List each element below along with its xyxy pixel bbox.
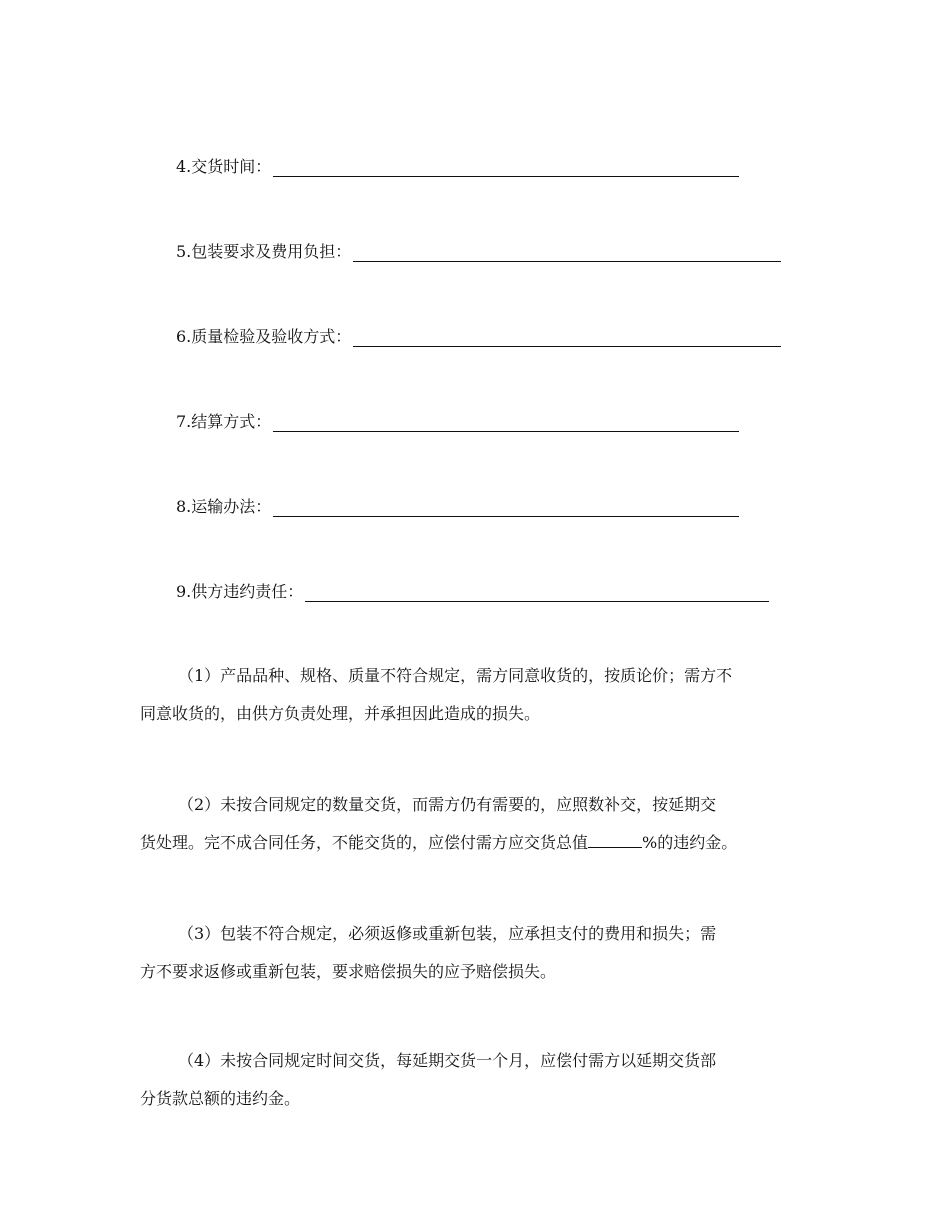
field-packaging	[176, 242, 781, 262]
fill-blank	[353, 245, 781, 262]
field-label: 9.供方违约责任：	[176, 582, 304, 601]
clause-line: 方不要求返修或重新包装，要求赔偿损失的应予赔偿损失。	[140, 962, 557, 981]
clause-line: 分货款总额的违约金。	[140, 1089, 301, 1108]
fill-blank	[273, 500, 739, 517]
clause-line: （3）包装不符合规定，必须返修或重新包装，应承担支付的费用和损失；需	[178, 924, 717, 943]
field-delivery-time	[176, 157, 739, 177]
field-label: 4.交货时间：	[176, 157, 272, 176]
clause-line: （4）未按合同规定时间交货，每延期交货一个月，应偿付需方以延期交货部	[178, 1051, 717, 1070]
field-supplier-liability	[176, 582, 769, 602]
clause-4	[140, 1042, 830, 1118]
field-transport	[176, 497, 739, 517]
clause-line: （2）未按合同规定的数量交货，而需方仍有需要的，应照数补交，按延期交	[178, 795, 717, 814]
clause-2	[140, 786, 830, 862]
clause-line: （1）产品品种、规格、质量不符合规定，需方同意收货的，按质论价；需方不	[178, 666, 733, 685]
clause-text: 货处理。完不成合同任务，不能交货的，应偿付需方应交货总值	[140, 833, 589, 852]
fill-blank	[305, 585, 769, 602]
field-label: 6.质量检验及验收方式：	[176, 327, 352, 346]
field-label: 8.运输办法：	[176, 497, 272, 516]
clause-3	[140, 915, 830, 991]
clause-text: %的违约金。	[642, 833, 738, 852]
field-label: 5.包装要求及费用负担：	[176, 242, 352, 261]
field-label: 7.结算方式：	[176, 412, 272, 431]
clause-line: 同意收货的，由供方负责处理，并承担因此造成的损失。	[140, 704, 541, 723]
field-quality-inspection	[176, 327, 781, 347]
fill-blank	[273, 160, 739, 177]
fill-blank	[353, 330, 781, 347]
clause-1	[140, 657, 830, 733]
clause-line	[140, 824, 830, 862]
percent-blank	[588, 831, 642, 848]
fill-blank	[273, 415, 739, 432]
field-settlement	[176, 412, 739, 432]
